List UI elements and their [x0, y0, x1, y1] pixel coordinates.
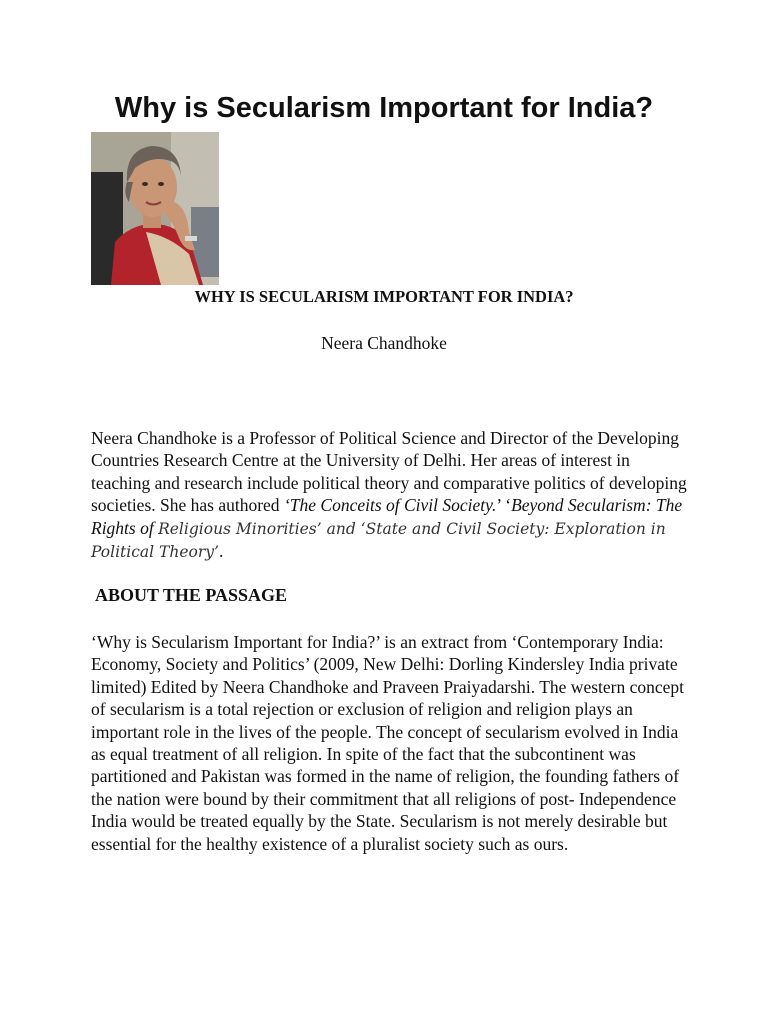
passage-paragraph: ‘Why is Secularism Important for India?’ is an extract from ‘Contemporary India: Economy, Society and Politics’ (2009, New Delhi: Dorling Kindersley India private limited) Edited by Neera Chandhoke and Praveen Praiyadarshi. The western concept of secularism is a total rejection or exclusion of religion and religion plays an important role in the lives of the people. The concept of secularism evolved in India as equal treatment of all religion. In spite of the fact that the subcontinent was partitioned and Pakistan was formed in the name of religion, the founding fathers of the nation were bound by their commitment that all religions of post- Independence India would be treated equally by the State. Secularism is not merely desirable but essential for the healthy existence of a pluralist society such as ours.: [91, 632, 685, 854]
bio-end: .: [218, 541, 224, 562]
bio-text: Neera Chandhoke is a Professor of Political Science and Director of the Developing Countries Research Centre at the University of Delhi. Her areas of interest in teaching and research include political theory and comparative politics of developing societies. She has authored: [91, 428, 687, 516]
bio-book-title: ‘The Conceits of Civil Society.: [283, 495, 497, 516]
author-name: Neera Chandhoke: [321, 333, 447, 353]
article-heading: WHY IS SECULARISM IMPORTANT FOR INDIA?: [194, 287, 574, 306]
bio-separator: ’ ‘: [496, 495, 512, 516]
section-heading: ABOUT THE PASSAGE: [95, 585, 288, 605]
bio-book-title: Beyond Secularism: The Rights of: [91, 495, 683, 538]
page-title: Why is Secularism Important for India?: [114, 92, 654, 124]
author-photo: [91, 132, 219, 285]
author-bio: [91, 427, 691, 563]
author-portrait-icon: [91, 132, 219, 285]
bio-book-title: Religious Minorities’ and ‘State and Civil Society: Exploration in Political Theory’: [91, 519, 666, 562]
